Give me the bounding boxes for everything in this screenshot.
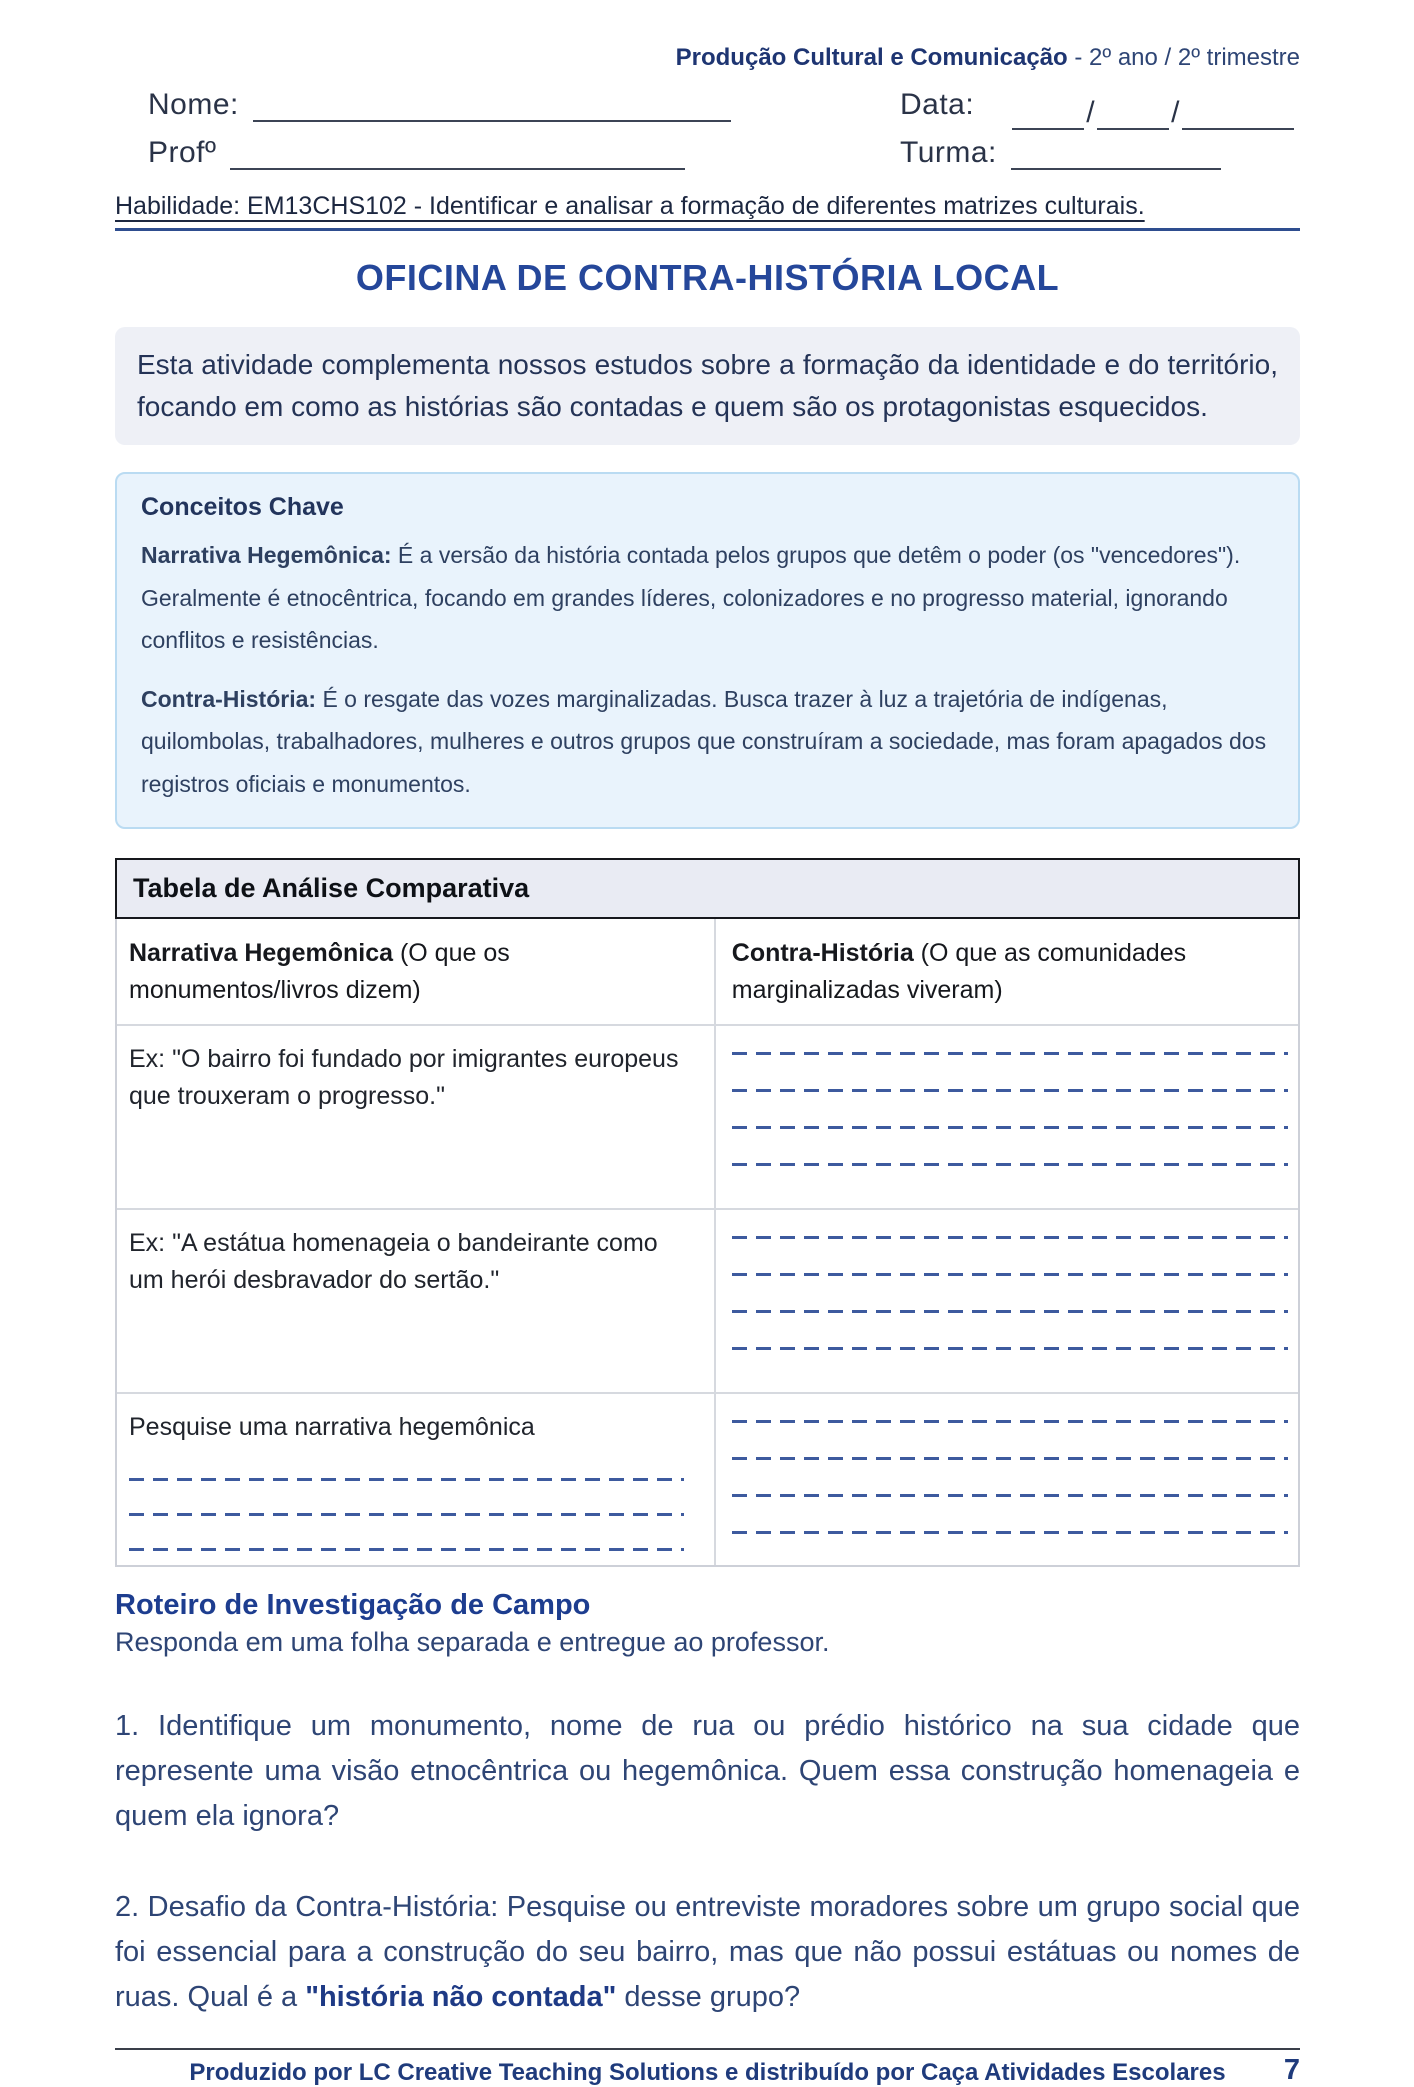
concepts-heading: Conceitos Chave	[141, 493, 344, 521]
table-header-row	[117, 919, 1298, 1024]
answer-line	[732, 1347, 1288, 1350]
nome-field	[148, 88, 900, 122]
turma-field	[900, 136, 1300, 170]
answer-line	[732, 1126, 1288, 1129]
date-month-line	[1097, 100, 1169, 130]
course-term: - 2º ano / 2º trimestre	[1067, 44, 1300, 71]
page-title: OFICINA DE CONTRA-HISTÓRIA LOCAL	[355, 257, 1060, 298]
answer-line	[732, 1163, 1288, 1166]
column-header-hegemonica	[117, 919, 716, 1024]
table-row	[117, 1024, 1298, 1208]
answer-lines	[716, 1026, 1298, 1208]
turma-label: Turma:	[900, 136, 997, 169]
concept-term: Contra-História:	[141, 685, 317, 712]
answer-line	[129, 1513, 684, 1516]
example-cell: Ex: "A estátua homenageia o bandeirante como um herói desbravador do sertão."	[117, 1210, 716, 1392]
question-2-bold: "história não contada"	[305, 1980, 617, 2013]
answer-line	[732, 1531, 1288, 1534]
prof-blank-line	[230, 140, 685, 170]
question-2-text: 2. Desafio da Contra-História: Pesquise ou entreviste moradores sobre um grupo social que foi essencial para a construção do seu bairro, mas que não possui estátuas ou nomes de ruas. Qual é a	[115, 1891, 1300, 2013]
table-grid	[115, 919, 1300, 1567]
prof-field	[148, 136, 900, 170]
answer-line	[732, 1273, 1288, 1276]
roteiro-heading: Roteiro de Investigação de Campo	[115, 1589, 591, 1622]
research-cell	[117, 1394, 716, 1566]
answer-line	[732, 1236, 1288, 1239]
answer-line	[732, 1310, 1288, 1313]
research-prompt: Pesquise uma narrativa hegemônica	[129, 1412, 535, 1441]
answer-lines	[716, 1210, 1298, 1392]
answer-lines	[129, 1478, 692, 1551]
course-name: Produção Cultural e Comunicação	[675, 44, 1068, 71]
concept-definition: É o resgate das vozes marginalizadas. Busca trazer à luz a trajetória de indígenas, quilombolas, trabalhadores, mulheres e outros grupos que construíram a sociedade, mas foram apagados dos registros oficiais e monumentos.	[141, 685, 1267, 797]
table-title: Tabela de Análise Comparativa	[115, 858, 1300, 919]
intro-paragraph: Esta atividade complementa nossos estudos sobre a formação da identidade e do território, focando em como as histórias são contadas e quem são os protagonistas esquecidos.	[115, 327, 1300, 445]
answer-line	[129, 1478, 684, 1481]
concept-item-contra-historia	[141, 678, 1274, 806]
footer-credit: Produzido por LC Creative Teaching Solutions e distribuído por Caça Atividades Escolares	[189, 2058, 1226, 2086]
example-cell: Ex: "O bairro foi fundado por imigrantes europeus que trouxeram o progresso."	[117, 1026, 716, 1208]
habilidade-rule	[115, 192, 1300, 231]
nome-label: Nome:	[148, 88, 239, 121]
column-header-rest: (O que os monumentos/livros dizem)	[129, 939, 510, 1004]
turma-blank-line	[1011, 140, 1221, 170]
habilidade-text: Habilidade: EM13CHS102 - Identificar e analisar a formação de diferentes matrizes culturais.	[115, 192, 1145, 220]
data-field	[900, 88, 1300, 129]
comparative-table	[115, 858, 1300, 1567]
question-2	[115, 1885, 1300, 2020]
date-slash-2: /	[1171, 96, 1180, 129]
column-header-bold: Contra-História	[731, 939, 914, 968]
date-day-line	[1012, 100, 1084, 130]
date-blank-lines	[988, 96, 1294, 130]
question-2-text: desse grupo?	[616, 1980, 801, 2013]
roteiro-subheading: Responda em uma folha separada e entregue ao professor.	[115, 1627, 830, 1658]
answer-line	[732, 1494, 1288, 1497]
date-year-line	[1182, 100, 1294, 130]
answer-line	[732, 1420, 1288, 1423]
answer-line	[732, 1052, 1288, 1055]
prof-label: Profº	[148, 136, 217, 169]
answer-lines	[716, 1394, 1298, 1566]
data-label: Data:	[900, 88, 975, 121]
nome-blank-line	[253, 92, 731, 122]
answer-line	[129, 1548, 684, 1551]
table-row	[117, 1392, 1298, 1566]
answer-line	[732, 1457, 1288, 1460]
question-1: 1. Identifique um monumento, nome de rua ou prédio histórico na sua cidade que represente uma visão etnocêntrica ou hegemônica. Quem essa construção homenageia e quem ela ignora?	[115, 1710, 1300, 1833]
date-slash-1: /	[1086, 96, 1096, 129]
answer-line	[732, 1089, 1288, 1092]
course-header	[115, 44, 1300, 72]
concept-item-narrativa	[141, 534, 1274, 662]
page-footer	[115, 2048, 1300, 2087]
page-number: 7	[1283, 2053, 1300, 2086]
student-fields	[115, 88, 1300, 170]
column-header-rest: (O que as comunidades marginalizadas viveram)	[731, 939, 1187, 1004]
concept-definition: É a versão da história contada pelos grupos que detêm o poder (os "vencedores"). Geralmente é etnocêntrica, focando em grandes líderes, colonizadores e no progresso material, ignorando conflitos e resistências.	[141, 542, 1241, 654]
table-row	[117, 1208, 1298, 1392]
concepts-box	[115, 472, 1300, 829]
concept-term: Narrativa Hegemônica:	[141, 542, 392, 568]
column-header-bold: Narrativa Hegemônica	[129, 939, 394, 968]
column-header-contra	[716, 919, 1298, 1024]
